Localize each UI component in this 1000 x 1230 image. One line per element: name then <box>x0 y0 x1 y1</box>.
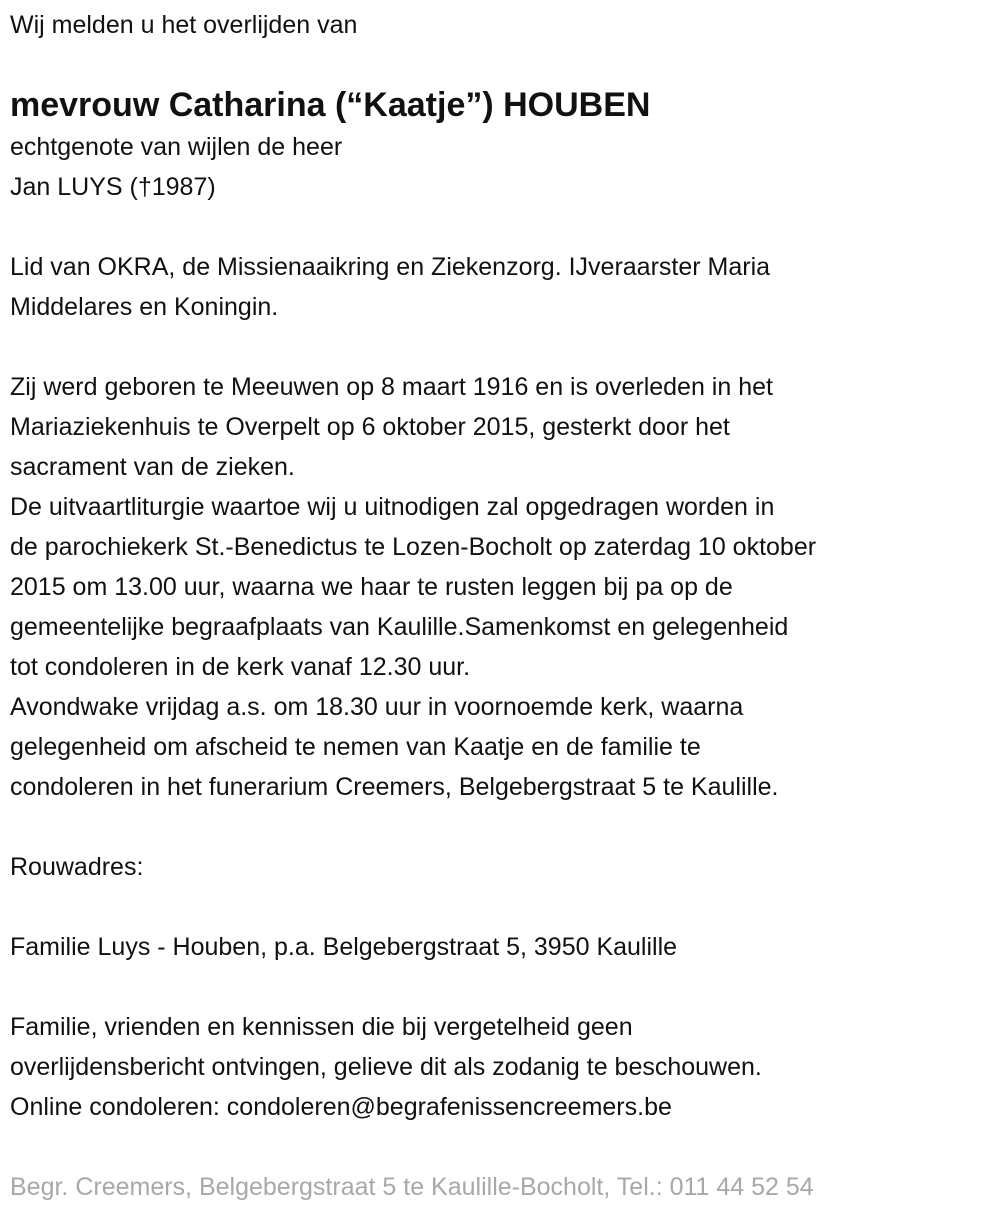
details-line: Zij werd geboren te Meeuwen op 8 maart 1916 en is overleden in het <box>10 373 773 401</box>
spouse-line: echtgenote van wijlen de heer <box>10 133 343 161</box>
membership-line: Middelares en Koningin. <box>10 293 279 321</box>
details-line: Mariaziekenhuis te Overpelt op 6 oktober 2015, gesterkt door het <box>10 413 730 441</box>
mourning-address: Familie Luys - Houben, p.a. Belgebergstraat 5, 3950 Kaulille <box>10 933 678 961</box>
intro-text: Wij melden u het overlijden van <box>10 11 358 39</box>
details-line: de parochiekerk St.-Benedictus te Lozen-Bocholt op zaterdag 10 oktober <box>10 533 817 561</box>
closing-line: Familie, vrienden en kennissen die bij vergetelheid geen <box>10 1013 633 1041</box>
details-line: gelegenheid om afscheid te nemen van Kaatje en de familie te <box>10 733 701 761</box>
membership-line: Lid van OKRA, de Missienaaikring en Ziekenzorg. IJveraarster Maria <box>10 253 771 281</box>
details-line: gemeentelijke begraafplaats van Kaulille.Samenkomst en gelegenheid <box>10 613 789 641</box>
mourning-address-label: Rouwadres: <box>10 853 144 881</box>
funeral-home-footer: Begr. Creemers, Belgebergstraat 5 te Kaulille-Bocholt, Tel.: 011 44 52 54 <box>10 1173 814 1201</box>
details-line: sacrament van de zieken. <box>10 453 295 481</box>
online-condolences: Online condoleren: condoleren@begrafenissencreemers.be <box>10 1093 672 1121</box>
details-line: 2015 om 13.00 uur, waarna we haar te rusten leggen bij pa op de <box>10 573 733 601</box>
details-line: tot condoleren in de kerk vanaf 12.30 uur. <box>10 653 471 681</box>
details-line: De uitvaartliturgie waartoe wij u uitnodigen zal opgedragen worden in <box>10 493 775 521</box>
details-line: condoleren in het funerarium Creemers, Belgebergstraat 5 te Kaulille. <box>10 773 779 801</box>
spouse-name: Jan LUYS (†1987) <box>10 173 216 201</box>
closing-line: overlijdensbericht ontvingen, gelieve dit als zodanig te beschouwen. <box>10 1053 762 1081</box>
details-line: Avondwake vrijdag a.s. om 18.30 uur in voornoemde kerk, waarna <box>10 693 744 721</box>
obituary-notice <box>10 5 1000 1207</box>
deceased-name: mevrouw Catharina (“Kaatje”) HOUBEN <box>10 86 651 124</box>
